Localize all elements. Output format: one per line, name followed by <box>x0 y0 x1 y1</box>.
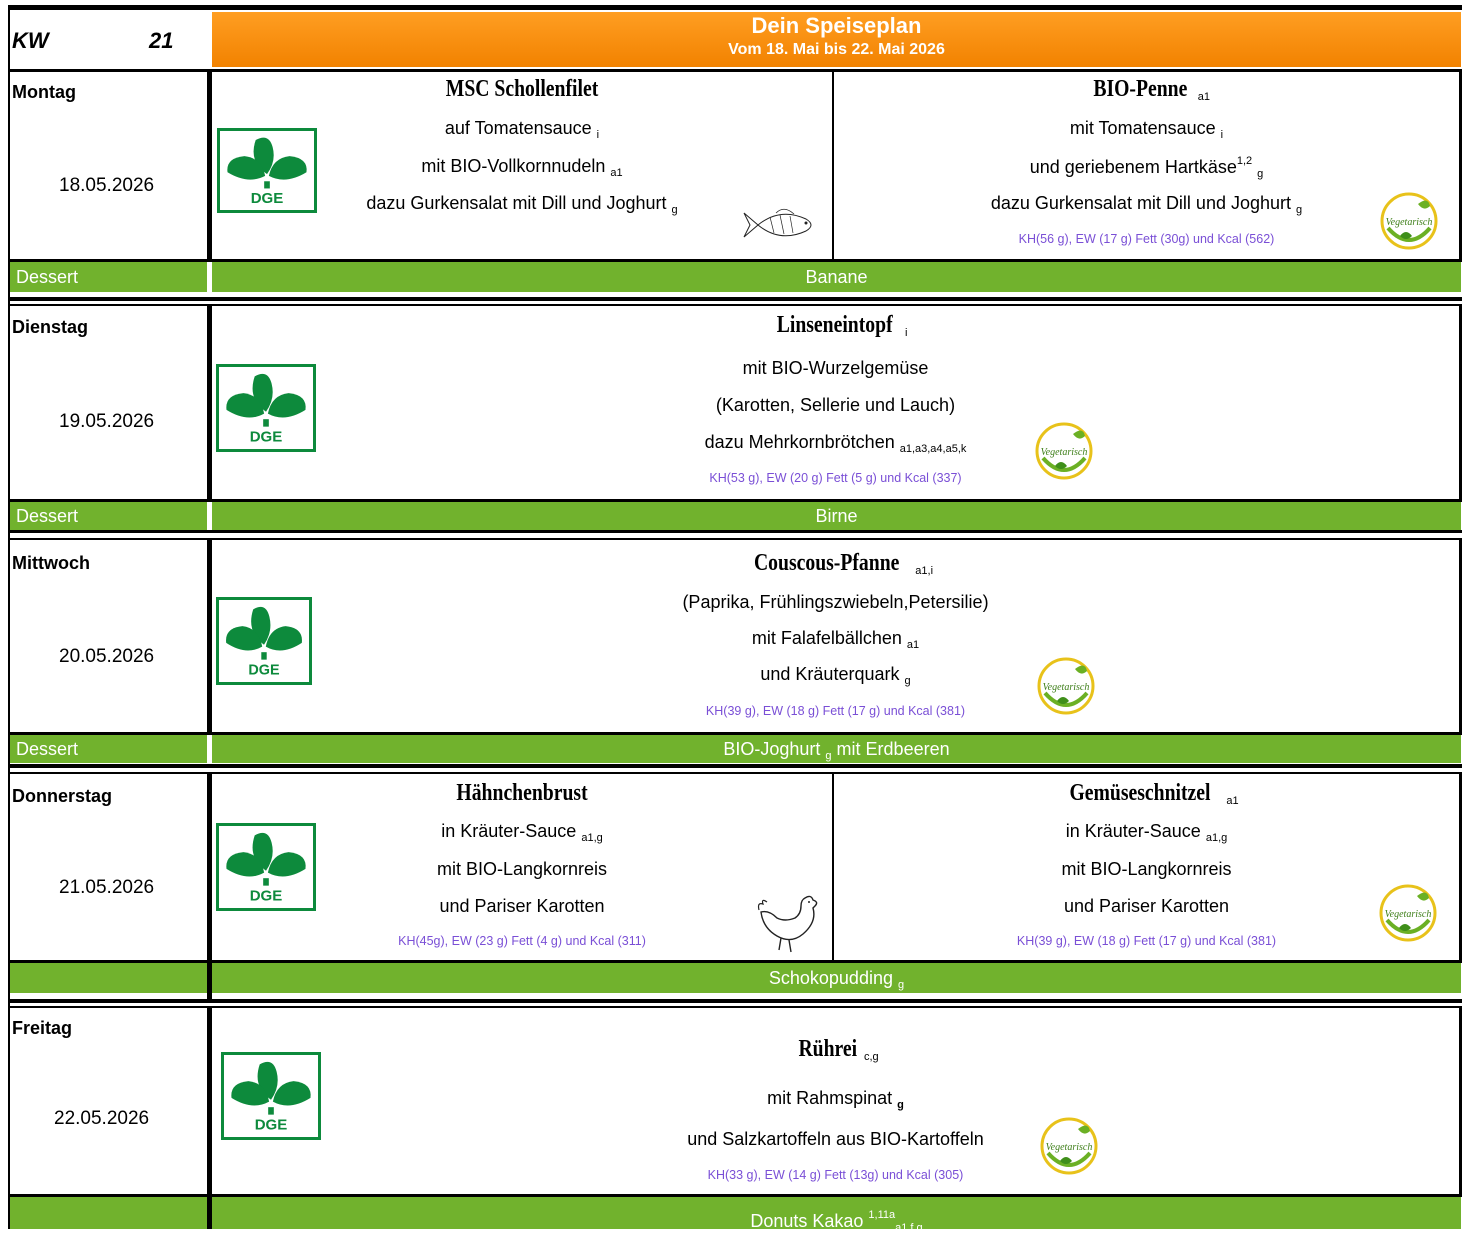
dish-line: mit BIO-Vollkornnudeln $_{a1}$ <box>421 156 623 179</box>
dish-title: Linseneintopf <box>776 312 893 338</box>
vegetarisch-icon <box>1035 655 1097 722</box>
dish-title: Gemüseschnitzel <box>1069 780 1211 806</box>
dish-line: mit Falafelbällchen $_{a1}$ <box>751 628 920 651</box>
day-name: Mittwoch <box>12 553 90 573</box>
kw-label: KW <box>12 28 49 53</box>
page-title: Dein Speiseplan <box>751 13 922 38</box>
nutrition-info: KH(39 g), EW (18 g) Fett (17 g) und Kcal (381) <box>705 704 966 718</box>
dish-line: mit Rahmspinat $_g$ <box>767 1088 904 1111</box>
dish-line: und Pariser Karotten <box>1063 896 1230 916</box>
dish-title: Couscous-Pfanne <box>753 550 900 576</box>
menu-left <box>212 72 832 260</box>
kw-number: 21 <box>149 28 174 53</box>
menu-main: Linseneintopf$_i$ mit BIO-Wurzelgemüse (Karotten, Sellerie und Lauch) dazu Mehrkornbrötchen $_{a1,a3,a4,a5,k}$ KH(53 g), EW (20 g) Fett (5 g) und Kcal (337) <box>212 306 1459 500</box>
fish-icon <box>740 205 820 245</box>
dish-line: (Paprika, Frühlingszwiebeln,Petersilie) <box>682 592 989 612</box>
svg-text:Vegetarisch: Vegetarisch <box>1045 1142 1093 1153</box>
menu-main: Rührei$_{c,g}$ mit Rahmspinat $_g$ und Salzkartoffeln aus BIO-Kartoffeln KH(33 g), EW (14 g) Fett (13g) und Kcal (305) <box>212 1008 1459 1196</box>
dish-line: in Kräuter-Sauce $_{a1,g}$ <box>1065 821 1228 844</box>
day-name: Dienstag <box>12 317 89 337</box>
dish-line: dazu Gurkensalat mit Dill und Joghurt $_g$ <box>990 193 1303 216</box>
dessert-text: BIO-Joghurt $_g$ mit Erdbeeren <box>723 739 950 762</box>
dish-line: in Kräuter-Sauce $_{a1,g}$ <box>441 821 603 844</box>
svg-text:Vegetarisch: Vegetarisch <box>1040 447 1088 458</box>
menu-right: Gemüseschnitzel$_{a1}$ in Kräuter-Sauce $_{a1,g}$ mit BIO-Langkornreis und Pariser Karotten KH(39 g), EW (18 g) Fett (17 g) und Kcal (381) <box>834 774 1459 960</box>
dish-line: mit BIO-Langkornreis <box>1061 859 1232 879</box>
vegetarisch-icon <box>1033 420 1095 487</box>
dish-title: Rührei <box>798 1036 858 1062</box>
dish-line: mit BIO-Langkornreis <box>436 859 608 879</box>
dish-title: MSC Schollenfilet <box>445 76 599 102</box>
dessert-text: Birne <box>815 506 858 526</box>
vegetarisch-icon <box>1378 190 1440 257</box>
dish-line: und Salzkartoffeln aus BIO-Kartoffeln <box>687 1129 984 1149</box>
dessert-text: Schokopudding $_g$ <box>768 968 905 991</box>
vegetarisch-icon <box>1377 882 1439 949</box>
nutrition-info: KH(39 g), EW (18 g) Fett (17 g) und Kcal (381) <box>1016 934 1277 948</box>
header-banner <box>212 12 1461 67</box>
svg-text:DGE: DGE <box>248 662 280 679</box>
dish-line: und geriebenem Hartkäse$^{1,2}$ $_g$ <box>1029 155 1264 180</box>
day-name: Donnerstag <box>12 786 113 806</box>
svg-text:DGE: DGE <box>249 887 283 905</box>
dessert-text: Banane <box>805 267 868 287</box>
day-date: 21.05.2026 <box>59 877 155 898</box>
nutrition-info: KH(33 g), EW (14 g) Fett (13g) und Kcal (305) <box>707 1168 964 1182</box>
dish-title: Hähnchenbrust <box>456 780 588 806</box>
dessert-text: Donuts Kakao $^{1,11a}_{a1,f,g}$ <box>750 1209 923 1234</box>
page-subtitle: Vom 18. Mai bis 22. Mai 2026 <box>728 41 945 58</box>
dish-line: auf Tomatensauce $_i$ <box>444 118 600 141</box>
dish-title: BIO-Penne <box>1093 76 1188 102</box>
day-date: 19.05.2026 <box>59 411 155 432</box>
dessert-label: Dessert <box>16 506 79 526</box>
day-name: Freitag <box>12 1018 73 1038</box>
nutrition-info: KH(53 g), EW (20 g) Fett (5 g) und Kcal (337) <box>709 471 962 485</box>
day-date: 18.05.2026 <box>59 175 155 196</box>
menu-left <box>212 774 832 960</box>
svg-text:DGE: DGE <box>250 191 284 207</box>
dish-line: und Pariser Karotten <box>439 896 605 916</box>
dish-line: (Karotten, Sellerie und Lauch) <box>715 395 956 415</box>
nutrition-info: KH(45g), EW (23 g) Fett (4 g) und Kcal (311) <box>398 934 646 948</box>
dish-line: mit Tomatensauce $_i$ <box>1069 118 1224 141</box>
svg-text:Vegetarisch: Vegetarisch <box>1042 682 1090 693</box>
dish-line: und Kräuterquark $_g$ <box>760 664 911 687</box>
svg-text:Vegetarisch: Vegetarisch <box>1385 217 1433 228</box>
dish-line: mit BIO-Wurzelgemüse <box>742 358 929 378</box>
dish-line: dazu Gurkensalat mit Dill und Joghurt $_g$ <box>366 193 678 216</box>
dessert-label: Dessert <box>16 267 79 287</box>
dish-line: dazu Mehrkornbrötchen $_{a1,a3,a4,a5,k}$ <box>704 432 967 455</box>
menu-right: BIO-Penne $_{a1}$ mit Tomatensauce $_i$ und geriebenem Hartkäse$^{1,2}$ $_g$ dazu Gurkensalat mit Dill und Joghurt $_g$ KH(56 g), EW (17 g) Fett (30g) und Kcal (562) <box>834 72 1459 260</box>
chicken-icon <box>755 892 823 956</box>
vegetarisch-icon <box>1038 1115 1100 1182</box>
svg-text:DGE: DGE <box>249 428 283 446</box>
menu-main: Couscous-Pfanne$_{a1,i}$ (Paprika, Frühlingszwiebeln,Petersilie) mit Falafelbällchen $_{a1}$ und Kräuterquark $_g$ KH(39 g), EW (18 g) Fett (17 g) und Kcal (381) <box>212 540 1459 734</box>
day-date: 22.05.2026 <box>54 1108 150 1129</box>
week-cell <box>10 12 207 67</box>
day-name: Montag <box>12 82 76 102</box>
day-date: 20.05.2026 <box>59 646 155 667</box>
nutrition-info: KH(56 g), EW (17 g) Fett (30g) und Kcal (562) <box>1018 232 1275 246</box>
svg-text:DGE: DGE <box>254 1116 288 1134</box>
svg-text:Vegetarisch: Vegetarisch <box>1384 909 1432 920</box>
dessert-label: Dessert <box>16 739 79 759</box>
